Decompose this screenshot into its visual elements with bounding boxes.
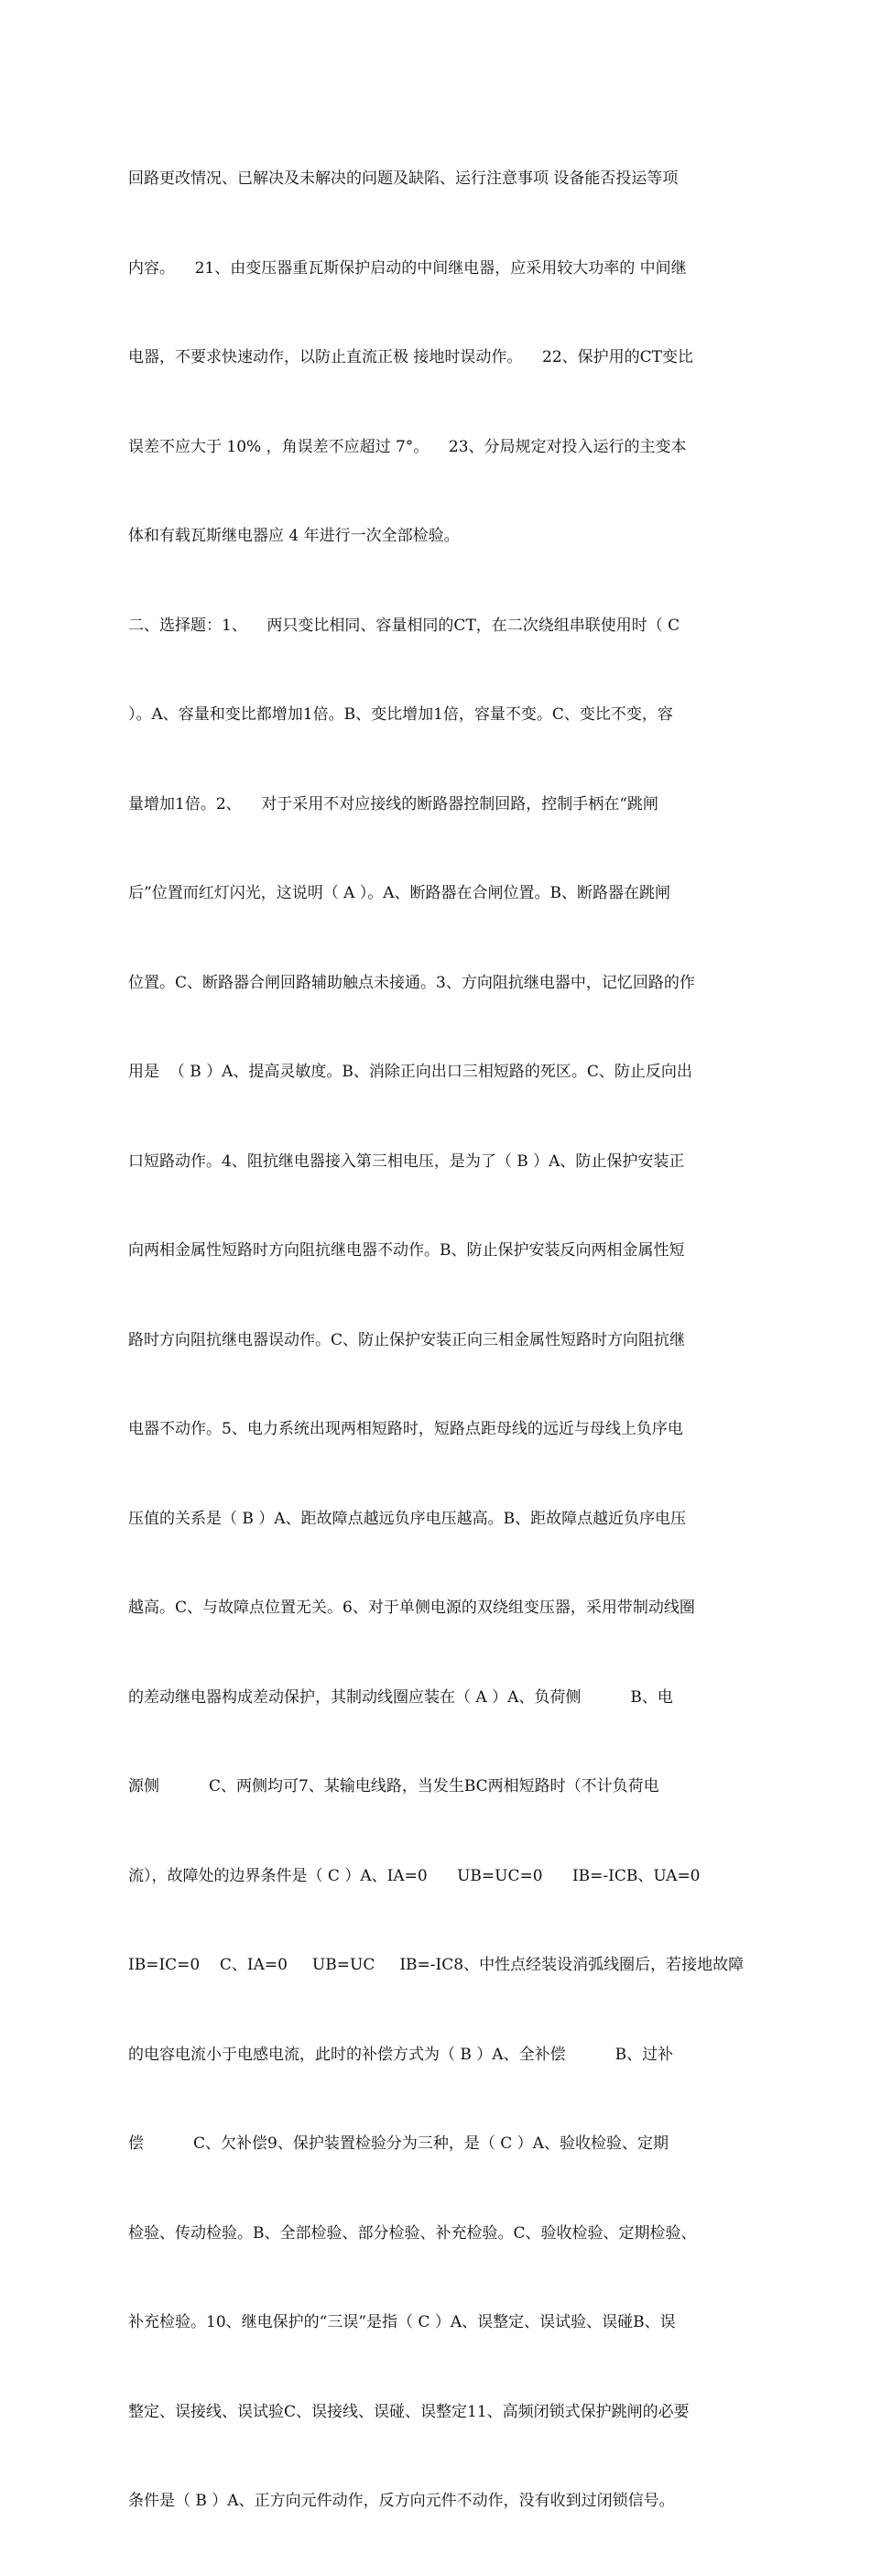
text-line: ）。A、容量和变比都增加1倍。B、变比增加1倍，容量不变。C、变比不变，容 <box>128 705 673 724</box>
text-line: 偿 C、欠补偿9、保护装置检验分为三种，是（ C ）A、验收检验、定期 <box>128 2134 669 2153</box>
text-line: 内容。 21、由变压器重瓦斯保护启动的中间继电器，应采用较大功率的 中间继 <box>128 258 687 278</box>
text-line: 量增加1倍。2、 对于采用不对应接线的断路器控制回路，控制手柄在“跳闸 <box>128 794 658 813</box>
text-line: 后”位置而红灯闪光，这说明（ A ）。A、断路器在合闸位置。B、断路器在跳闸 <box>128 884 671 902</box>
text-line: 误差不应大于 10% ，角误差不应超过 7°。 23、分局规定对投入运行的主变本 <box>128 437 687 456</box>
text-line: 条件是（ B ）A、正方向元件动作，反方向元件不动作，没有收到过闭锁信号。 <box>128 2492 675 2510</box>
text-line: 体和有载瓦斯继电器应 4 年进行一次全部检验。 <box>128 527 460 545</box>
text-line: 二、选择题：1、 两只变比相同、容量相同的CT，在二次绕组串联使用时（ C <box>128 616 680 635</box>
text-line: 位置。C、断路器合闸回路辅助触点未接通。3、方向阻抗继电器中，记忆回路的作 <box>128 973 695 992</box>
text-line: 向两相金属性短路时方向阻抗继电器不动作。B、防止保护安装反向两相金属性短 <box>128 1241 685 1260</box>
document-body <box>128 104 751 2576</box>
text-line: 越高。C、与故障点位置无关。6、对于单侧电源的双绕组变压器，采用带制动线圈 <box>128 1599 695 1617</box>
text-line: IB=IC=0 C、IA=0 UB=UC IB=-IC8、中性点经装设消弧线圈后，若接地故障 <box>128 1956 745 1974</box>
text-line: 电器不动作。5、电力系统出现两相短路时，短路点距母线的远近与母线上负序电 <box>128 1420 683 1438</box>
text-line: 压值的关系是（ B ）A、距故障点越远负序电压越高。B、距故障点越近负序电压 <box>128 1509 687 1528</box>
text-line: 的电容电流小于电感电流，此时的补偿方式为（ B ）A、全补偿 B、过补 <box>128 2045 674 2064</box>
text-line: 源侧 C、两侧均可7、某输电线路，当发生BC两相短路时（不计负荷电 <box>128 1777 659 1796</box>
text-line: 的差动继电器构成差动保护，其制动线圈应装在（ A ）A、负荷侧 B、电 <box>128 1687 673 1707</box>
text-line: 回路更改情况、已解决及未解决的问题及缺陷、运行注意事项 设备能否投运等项 <box>128 169 679 188</box>
text-line: 流），故障处的边界条件是（ C ）A、IA=0 UB=UC=0 IB=-ICB、UA=0 <box>128 1866 701 1885</box>
text-line: 整定、误接线、误试验C、误接线、误碰、误整定11、高频闭锁式保护跳闸的必要 <box>128 2402 690 2421</box>
text-line: 检验、传动检验。B、全部检验、部分检验、补充检验。C、验收检验、定期检验、 <box>128 2223 697 2243</box>
text-line: 口短路动作。4、阻抗继电器接入第三相电压，是为了（ B ）A、防止保护安装正 <box>128 1152 685 1171</box>
text-line: 补充检验。10、继电保护的“三误”是指（ C ）A、误整定、误试验、误碰B、误 <box>128 2313 676 2331</box>
text-line: 路时方向阻抗继电器误动作。C、防止保护安装正向三相金属性短路时方向阻抗继 <box>128 1330 686 1349</box>
text-line: 电器，不要求快速动作，以防止直流正极 接地时误动作。 22、保护用的CT变比 <box>128 348 693 366</box>
text-line: 用是 （ B ）A、提高灵敏度。B、消除正向出口三相短路的死区。C、防止反向出 <box>128 1063 692 1081</box>
